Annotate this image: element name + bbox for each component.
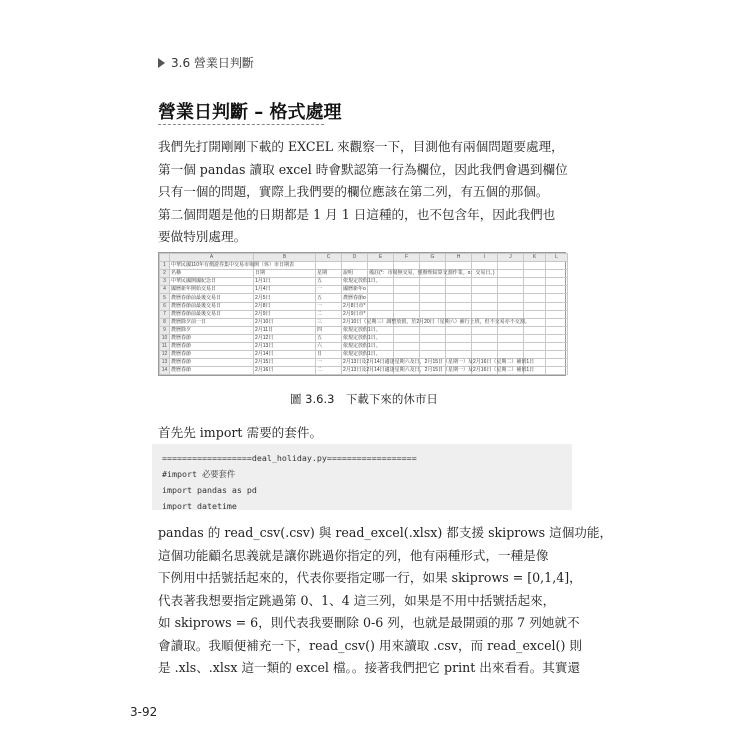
sheet-cell: [546, 318, 568, 326]
code-block: [152, 444, 572, 510]
sheet-row: [160, 294, 568, 302]
sheet-cell: 農曆春節前最後交易日: [170, 294, 254, 302]
sheet-cell: [472, 343, 498, 351]
sheet-row: [160, 359, 568, 367]
triangle-marker-icon: [158, 58, 165, 68]
sheet-cell: 農曆春節: [170, 334, 254, 342]
sheet-row-number: 7: [160, 310, 170, 318]
sheet-cell: [524, 343, 546, 351]
sheet-cell: 2月15日: [254, 359, 316, 367]
sheet-cell: [446, 294, 472, 302]
sheet-cell: 備註(*：市場無交易，僅辦理結算交割作業。o：交易日。): [369, 270, 495, 277]
sheet-cell: [446, 262, 472, 270]
sheet-row-number: 4: [160, 286, 170, 294]
sheet-cell: [524, 286, 546, 294]
sheet-row-number: 1: [160, 262, 170, 270]
sheet-cell: [524, 334, 546, 342]
spreadsheet-table: [159, 253, 568, 375]
code-line: ==================deal_holiday.py==================: [162, 453, 417, 463]
sheet-cell: [498, 270, 524, 278]
sheet-cell: [524, 351, 546, 359]
sheet-cell: [420, 343, 446, 351]
sheet-cell: [420, 326, 446, 334]
sheet-column-header: A: [170, 254, 254, 262]
sheet-cell: 2月8日市*: [343, 302, 366, 309]
sheet-cell: 說明: [342, 270, 368, 278]
sheet-cell: [394, 351, 420, 359]
sheet-row: [160, 262, 568, 270]
sheet-cell: [420, 286, 446, 294]
sheet-cell: 農曆春節前最後交易日: [170, 302, 254, 310]
sheet-cell: [446, 302, 472, 310]
sheet-cell: [546, 326, 568, 334]
sheet-cell: [472, 262, 498, 270]
sheet-cell: 六: [316, 343, 342, 351]
intro-line: 第二個問題是他的日期都是 1 月 1 日這種的，也不包含年，因此我們也: [158, 206, 556, 222]
code-line: import datetime: [162, 501, 237, 511]
sheet-column-header: L: [546, 254, 568, 262]
sheet-cell: 名稱: [170, 270, 254, 278]
sheet-cell: 2月14日: [254, 351, 316, 359]
sheet-cell: [394, 294, 420, 302]
sheet-row-number: 9: [160, 326, 170, 334]
sheet-row-number: 8: [160, 318, 170, 326]
spreadsheet-figure: [158, 252, 566, 376]
sheet-cell: 星期: [316, 270, 342, 278]
sheet-cell: 農曆除夕前一日: [170, 318, 254, 326]
sheet-cell: [446, 334, 472, 342]
sheet-cell: [546, 286, 568, 294]
intro-line: 要做特別處理。: [158, 229, 247, 244]
sheet-cell: [446, 286, 472, 294]
sheet-row-number: 2: [160, 270, 170, 278]
body-line: 這個功能顧名思義就是讓你跳過你指定的列，他有兩種形式，一種是像: [158, 547, 549, 563]
sheet-cell: [524, 310, 546, 318]
sheet-cell: [546, 359, 568, 367]
sheet-cell: [546, 278, 568, 286]
body-line: pandas 的 read_csv(.csv) 與 read_excel(.xlsx) 都支援 skiprows 這個功能，: [158, 525, 613, 540]
sheet-cell: [498, 310, 524, 318]
sheet-cell: [472, 278, 498, 286]
sheet-row: [160, 302, 568, 310]
sheet-column-header: [160, 254, 170, 262]
sheet-cell: [394, 278, 420, 286]
sheet-cell: [446, 351, 472, 359]
sheet-row: [160, 310, 568, 318]
sheet-cell: 四: [316, 326, 342, 334]
sheet-cell: [394, 310, 420, 318]
sheet-row-number: 13: [160, 359, 170, 367]
sheet-cell: 中華民國110年有價證券集中交易市場開（休）市日期表: [171, 262, 294, 269]
sheet-cell: [498, 351, 524, 359]
sheet-row: [160, 286, 568, 294]
intro-line: 我們先打開剛剛下載的 EXCEL 來觀察一下，目測他有兩個問題要處理，: [158, 139, 564, 154]
sheet-cell: [368, 294, 394, 302]
sheet-cell: 2月13日: [254, 343, 316, 351]
sheet-cell: 一: [316, 302, 342, 310]
body-line: 會讀取。我順便補充一下，read_csv() 用來讀取 .csv，而 read_excel() 則: [158, 637, 582, 653]
sheet-cell: [546, 334, 568, 342]
running-header-title: 3.6 營業日判斷: [171, 56, 254, 70]
sheet-cell: [394, 262, 420, 270]
sheet-cell: 三: [316, 318, 342, 326]
sheet-cell: [524, 326, 546, 334]
sheet-cell: 依規定放假1日。: [343, 278, 381, 285]
sheet-cell: 2月13日及2月14日適逢星期六及日，2月15日（星期一）及2月16日（星期二）補假1日: [343, 367, 535, 374]
sheet-cell: 依規定放假1日。: [343, 334, 381, 341]
sheet-cell: [394, 302, 420, 310]
sheet-column-header: G: [420, 254, 446, 262]
sheet-column-header: B: [254, 254, 316, 262]
sheet-cell: 依規定放假1日。: [343, 351, 381, 358]
sheet-cell: 農曆春節: [170, 351, 254, 359]
sheet-cell: [472, 286, 498, 294]
sheet-cell: [498, 262, 524, 270]
sheet-row: [160, 351, 568, 359]
sheet-cell: [472, 310, 498, 318]
sheet-cell: 五: [316, 278, 342, 286]
sheet-row-number: 11: [160, 343, 170, 351]
sheet-row: [160, 318, 568, 326]
sheet-cell: [546, 302, 568, 310]
sheet-cell: [524, 294, 546, 302]
sheet-cell: [420, 334, 446, 342]
sheet-cell: 五: [316, 294, 342, 302]
sheet-cell: [498, 294, 524, 302]
sheet-cell: 2月9日: [254, 310, 316, 318]
sheet-row-number: 5: [160, 294, 170, 302]
sheet-row: [160, 367, 568, 375]
sheet-cell: 一: [316, 286, 342, 294]
sheet-cell: 1月4日: [254, 286, 316, 294]
sheet-cell: [498, 326, 524, 334]
sheet-cell: [368, 262, 394, 270]
sheet-cell: 五: [316, 334, 342, 342]
sheet-cell: 2月13日及2月14日適逢星期六及日，2月15日（星期一）及2月16日（星期二）補假1日: [343, 359, 535, 366]
sheet-cell: [498, 334, 524, 342]
section-title: 營業日判斷 – 格式處理: [158, 102, 342, 123]
code-intro-text: 首先先 import 需要的套件。: [158, 425, 323, 440]
sheet-cell: [342, 262, 368, 270]
sheet-cell: 一: [316, 359, 342, 367]
body-line: 代表著我想要指定跳過第 0、1、4 這三列，如果是不用中括號括起來，: [158, 592, 556, 608]
sheet-cell: [368, 286, 394, 294]
sheet-cell: [524, 302, 546, 310]
sheet-column-header: F: [394, 254, 420, 262]
sheet-cell: [446, 326, 472, 334]
sheet-row-number: 3: [160, 278, 170, 286]
sheet-cell: [472, 351, 498, 359]
title-underline: [158, 124, 324, 125]
sheet-cell: [524, 270, 546, 278]
running-header: [158, 54, 254, 71]
sheet-cell: [546, 310, 568, 318]
sheet-cell: 中華民國開國紀念日: [170, 278, 254, 286]
sheet-cell: [446, 278, 472, 286]
sheet-cell: [498, 343, 524, 351]
sheet-cell: [446, 343, 472, 351]
sheet-cell: 農曆春節: [170, 367, 254, 375]
sheet-cell: 農曆春節前最後交易日: [170, 310, 254, 318]
sheet-cell: [546, 343, 568, 351]
sheet-cell: 2月10日: [254, 318, 316, 326]
sheet-row: [160, 278, 568, 286]
sheet-cell: [546, 262, 568, 270]
sheet-cell: [394, 343, 420, 351]
sheet-column-header: I: [472, 254, 498, 262]
sheet-cell: [420, 351, 446, 359]
sheet-column-header-row: [160, 254, 568, 262]
sheet-cell: [420, 262, 446, 270]
sheet-cell: [394, 326, 420, 334]
sheet-cell: [546, 351, 568, 359]
intro-paragraph: [158, 136, 578, 249]
sheet-column-header: E: [368, 254, 394, 262]
sheet-cell: [420, 310, 446, 318]
sheet-cell: 2月10日（星期三）調整放假，於2月20日（星期六）補行上班，但不交易亦不交割。: [343, 318, 530, 325]
body-line: 下例用中括號括起來的，代表你要指定哪一行，如果 skiprows = [0,1,4]，: [158, 570, 582, 585]
sheet-cell: 依規定放假1日。: [343, 326, 381, 333]
sheet-cell: [472, 294, 498, 302]
sheet-cell: [546, 270, 568, 278]
figure-caption: 圖 3.6.3 下載下來的休市日: [290, 392, 438, 406]
sheet-column-header: D: [342, 254, 368, 262]
sheet-row-number: 10: [160, 334, 170, 342]
sheet-row-number: 14: [160, 367, 170, 375]
sheet-cell: 2月9日市*: [343, 310, 366, 317]
sheet-cell: [368, 302, 394, 310]
sheet-cell: 日期: [254, 270, 316, 278]
sheet-column-header: C: [316, 254, 342, 262]
sheet-row: [160, 270, 568, 278]
sheet-row: [160, 326, 568, 334]
sheet-cell: 依規定放假1日。: [343, 343, 381, 350]
sheet-column-header: J: [498, 254, 524, 262]
sheet-cell: [394, 286, 420, 294]
sheet-cell: [446, 310, 472, 318]
sheet-cell: [420, 302, 446, 310]
sheet-cell: 二: [316, 367, 342, 375]
sheet-column-header: K: [524, 254, 546, 262]
body-line: 如 skiprows = 6，則代表我要刪除 0-6 列，也就是最開頭的那 7 列她就不: [158, 615, 580, 630]
sheet-cell: 2月16日: [254, 367, 316, 375]
sheet-cell: [498, 278, 524, 286]
intro-line: 第一個 pandas 讀取 excel 時會默認第一行為欄位，因此我們會遇到欄位: [158, 161, 568, 177]
sheet-row: [160, 334, 568, 342]
sheet-cell: [472, 334, 498, 342]
sheet-cell: 農曆除夕: [170, 326, 254, 334]
sheet-cell: 農曆春節: [170, 343, 254, 351]
sheet-cell: [472, 326, 498, 334]
sheet-cell: [368, 310, 394, 318]
sheet-cell: [498, 302, 524, 310]
sheet-cell: 1月1日: [254, 278, 316, 286]
sheet-cell: 農曆春節: [170, 359, 254, 367]
body-paragraph: [158, 522, 613, 680]
page-number: 3-92: [130, 705, 158, 719]
sheet-cell: [524, 278, 546, 286]
intro-line: 只有一個的問題，實際上我們要的欄位應該在第二列，有五個的那個。: [158, 184, 549, 199]
code-line: import pandas as pd: [162, 485, 257, 495]
sheet-cell: 2月11日: [254, 326, 316, 334]
sheet-cell: 國曆新年開始交易日: [170, 286, 254, 294]
sheet-cell: [546, 367, 568, 375]
sheet-row: [160, 343, 568, 351]
sheet-cell: 2月12日: [254, 334, 316, 342]
sheet-cell: [420, 294, 446, 302]
sheet-cell: 國曆新年o: [343, 286, 366, 293]
sheet-cell: [316, 262, 342, 270]
sheet-cell: 農曆春節o: [343, 294, 366, 301]
sheet-cell: [498, 286, 524, 294]
sheet-row-number: 6: [160, 302, 170, 310]
sheet-cell: 日: [316, 351, 342, 359]
sheet-cell: 二: [316, 310, 342, 318]
sheet-cell: [472, 302, 498, 310]
sheet-column-header: H: [446, 254, 472, 262]
sheet-row-number: 12: [160, 351, 170, 359]
sheet-cell: [546, 294, 568, 302]
code-line: #import 必要套件: [162, 469, 236, 479]
body-line: 是 .xls、.xlsx 這一類的 excel 檔。。接著我們把它 print 出來看看。其實還: [158, 660, 581, 675]
sheet-cell: [420, 278, 446, 286]
sheet-cell: [524, 262, 546, 270]
sheet-cell: 2月8日: [254, 302, 316, 310]
sheet-cell: 2月5日: [254, 294, 316, 302]
sheet-cell: [394, 334, 420, 342]
